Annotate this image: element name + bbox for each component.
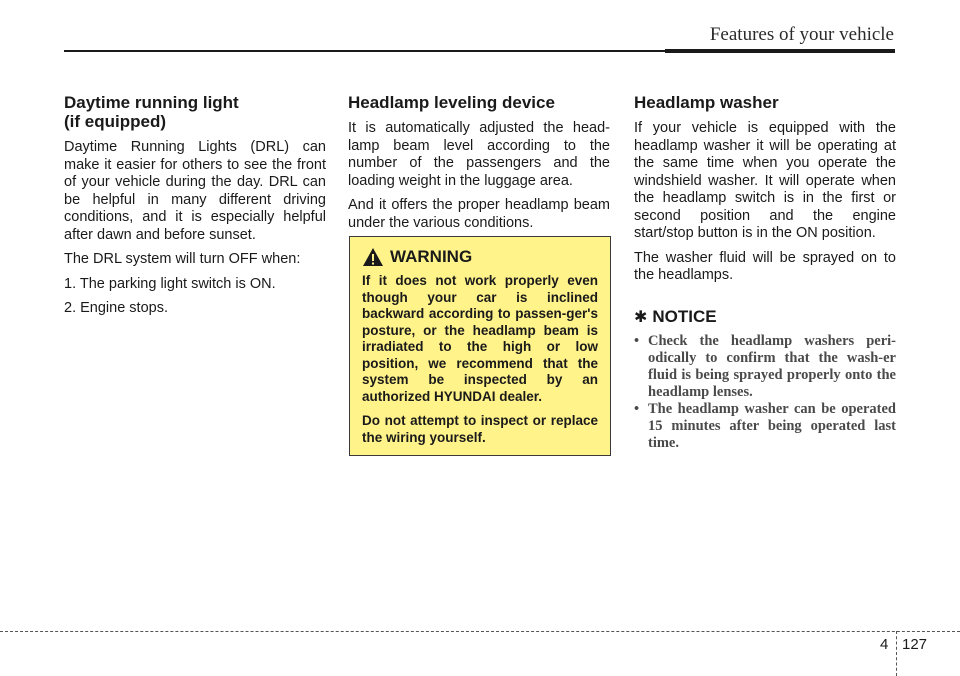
notice-item-text-2: The headlamp washer can be operated 15 minutes after being operated last time. (648, 400, 896, 451)
warning-paragraph-1: If it does not work properly even though your car is inclined backward according to passen-ger's posture, or the headlamp beam is irradiated to the high or low position, we recommend that the system be inspected by an authorized HYUNDAI dealer. (362, 273, 598, 404)
running-header: Features of your vehicle (709, 24, 894, 45)
drl-list-item-2: 2. Engine stops. (64, 300, 168, 316)
drl-heading-line2: (if equipped) (64, 112, 166, 131)
column-washer (634, 93, 896, 452)
drl-paragraph-1: Daytime Running Lights (DRL) can make it easier for others to see the front of your vehicle during the day. DRL can be helpful in many different driving conditions, and it is especially helpful after dawn and before sunset. (64, 139, 326, 243)
notice-title: NOTICE (652, 306, 717, 326)
notice-item-text-1: Check the headlamp washers peri-odically to confirm that the wash-er fluid is being sprayed properly onto the headlamp lenses. (648, 332, 896, 400)
washer-paragraph-1: If your vehicle is equipped with the headlamp washer it will be operating at the same time when you operate the windshield washer. It will operate when the headlamp switch is in the first or second position and the engine start/stop button is in the ON position. (634, 120, 896, 241)
warning-paragraph-2: Do not attempt to inspect or replace the wiring yourself. (362, 413, 598, 445)
leveling-paragraph-2: And it offers the proper headlamp beam under the various conditions. (348, 197, 610, 231)
header-rule (64, 50, 665, 52)
page-number: 127 (902, 636, 928, 653)
drl-list-item-1: 1. The parking light switch is ON. (64, 275, 276, 292)
column-drl (64, 93, 326, 325)
notice-item (634, 333, 896, 401)
warning-header (362, 247, 598, 267)
washer-heading: Headlamp washer (634, 93, 779, 112)
notice-header (634, 307, 896, 327)
warning-triangle-icon (362, 247, 384, 267)
column-leveling (348, 93, 610, 239)
drl-heading-line1: Daytime running light (64, 93, 239, 112)
washer-paragraph-2: The washer fluid will be sprayed on to the headlamps. (634, 249, 896, 283)
warning-title: WARNING (390, 247, 473, 266)
chapter-number: 4 (880, 636, 889, 653)
footer-divider (896, 631, 897, 676)
warning-box (349, 236, 611, 456)
footer-rule (0, 631, 960, 632)
notice-item (634, 401, 896, 452)
notice-list (634, 333, 896, 452)
drl-paragraph-2: The DRL system will turn OFF when: (64, 251, 301, 267)
drl-heading (64, 93, 326, 131)
leveling-paragraph-1: It is automatically adjusted the head-lamp beam level according to the number of the passengers and the loading weight in the luggage area. (348, 120, 610, 189)
asterisk-icon: ✱ (634, 308, 648, 326)
bullet-icon: • (634, 332, 640, 349)
leveling-heading: Headlamp leveling device (348, 93, 555, 112)
bullet-icon: • (634, 400, 640, 417)
header-rule-thick (665, 49, 895, 53)
